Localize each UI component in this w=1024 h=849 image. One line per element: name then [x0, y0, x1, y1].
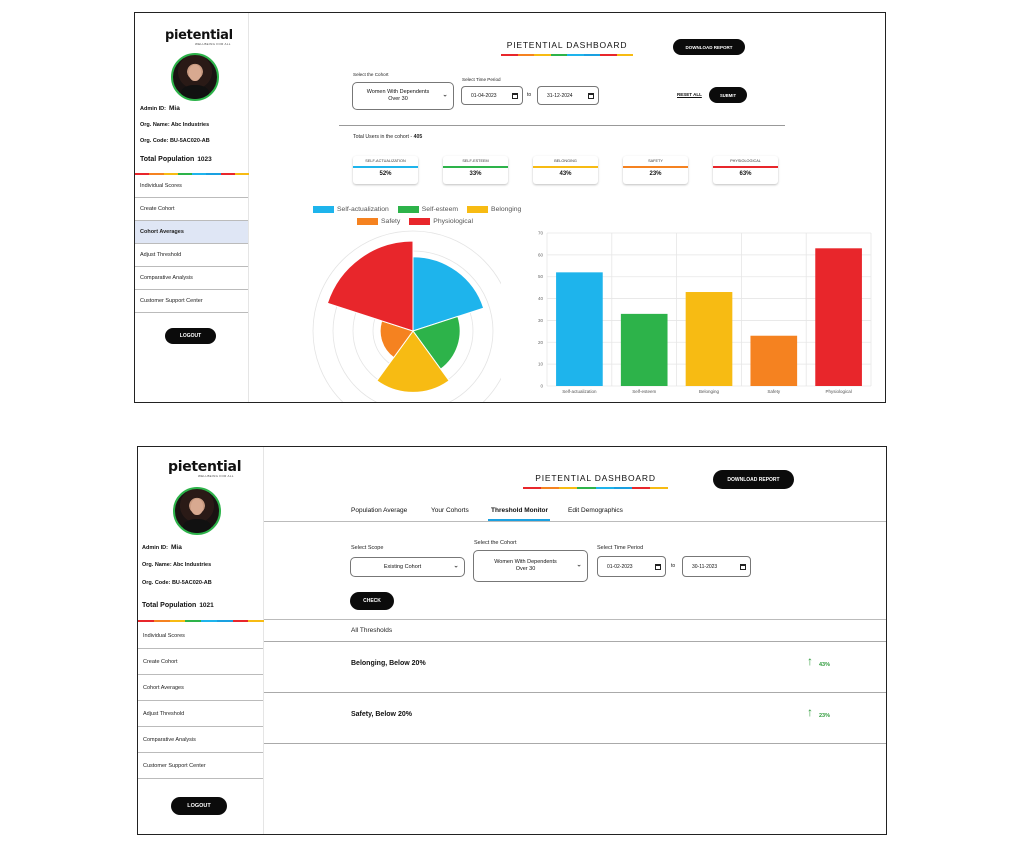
- date-to-input[interactable]: 30-11-2023: [682, 556, 751, 577]
- to-label: to: [527, 92, 532, 98]
- score-card: [713, 156, 778, 184]
- legend-label: Belonging: [491, 206, 522, 213]
- threshold-monitor-dashboard: [137, 446, 887, 835]
- sidebar-item-create-cohort[interactable]: Create Cohort: [135, 198, 248, 221]
- total-population: Total Population 1023: [140, 156, 212, 163]
- y-tick-label: 10: [537, 361, 543, 367]
- y-tick-label: 50: [537, 274, 543, 280]
- x-tick-label: Physiological: [825, 389, 852, 394]
- threshold-value: 43%: [819, 662, 831, 668]
- sidebar: [135, 13, 249, 402]
- calendar-icon: [655, 564, 661, 570]
- legend-item[interactable]: [467, 206, 521, 213]
- polar-segment-physiological[interactable]: [327, 241, 413, 331]
- y-tick-label: 30: [537, 317, 543, 323]
- score-card-label: BELONGING: [554, 159, 577, 163]
- org-name: Org. Name: Abc Industries: [142, 562, 212, 568]
- chevron-down-icon: ⌄: [576, 561, 582, 569]
- admin-id: Admin ID: Mia: [140, 105, 180, 112]
- download-report-button[interactable]: DOWNLOAD REPORT: [713, 470, 794, 489]
- sidebar-item-cohort-averages[interactable]: Cohort Averages: [138, 675, 263, 701]
- arrow-up-icon: ↑: [807, 654, 813, 668]
- download-report-button[interactable]: DOWNLOAD REPORT: [673, 39, 745, 55]
- reset-all-link[interactable]: RESET ALL: [677, 92, 702, 97]
- polar-area-chart: [305, 223, 501, 403]
- score-card-bar: [353, 166, 418, 168]
- page-title: PIETENTIAL DASHBOARD: [535, 473, 656, 483]
- sidebar-menu: [138, 623, 263, 779]
- tab-population-average[interactable]: Population Average: [351, 507, 408, 514]
- calendar-icon: [588, 93, 594, 99]
- check-button[interactable]: CHECK: [350, 592, 394, 610]
- sidebar-item-individual-scores[interactable]: Individual Scores: [138, 623, 263, 649]
- to-label: to: [671, 563, 676, 569]
- sidebar: [138, 447, 264, 834]
- score-card-value: 33%: [469, 171, 482, 177]
- date-from-input[interactable]: 01-04-2023: [461, 86, 523, 105]
- title-underline: [501, 54, 633, 56]
- bar-physiological[interactable]: [815, 248, 862, 386]
- x-tick-label: Safety: [767, 389, 781, 394]
- admin-id: Admin ID: Mia: [142, 544, 182, 551]
- org-code: Org. Code: BU-5AC020-AB: [140, 138, 210, 144]
- score-card-value: 63%: [739, 171, 752, 177]
- y-tick-label: 20: [537, 339, 543, 345]
- score-card: [353, 156, 418, 184]
- x-tick-label: Belonging: [698, 389, 720, 394]
- divider: [264, 743, 887, 744]
- sidebar-item-comparative-analysis[interactable]: Comparative Analysis: [138, 727, 263, 753]
- tab-edit-demographics[interactable]: Edit Demographics: [568, 507, 623, 514]
- bar-safety[interactable]: [750, 336, 797, 386]
- score-card-label: SAFETY: [648, 159, 663, 163]
- title-underline: [523, 487, 668, 489]
- threshold-row[interactable]: [264, 692, 887, 743]
- chevron-down-icon: ⌄: [442, 91, 448, 99]
- bar-self-esteem[interactable]: [621, 314, 668, 386]
- y-tick-label: 70: [537, 230, 543, 236]
- score-card-bar: [713, 166, 778, 168]
- sidebar-menu: [135, 175, 248, 313]
- rainbow-divider: [138, 620, 264, 622]
- threshold-value: 23%: [819, 713, 831, 719]
- legend-item[interactable]: [313, 206, 389, 213]
- score-card-label: SELF-ACTUALIZATION: [365, 159, 406, 163]
- sidebar-item-cohort-averages[interactable]: Cohort Averages: [135, 221, 248, 244]
- page-title: PIETENTIAL DASHBOARD: [506, 40, 628, 50]
- legend-swatch: [398, 206, 419, 213]
- legend-label: Self-actualization: [337, 206, 389, 213]
- time-period-label: Select Time Period: [462, 77, 501, 82]
- arrow-up-icon: ↑: [807, 705, 813, 719]
- tab-threshold-monitor[interactable]: Threshold Monitor: [491, 507, 549, 514]
- bar-self-actualization[interactable]: [556, 272, 603, 386]
- logout-button[interactable]: LOGOUT: [171, 797, 227, 815]
- cohort-label: Select the Cohort: [353, 72, 389, 77]
- sidebar-item-comparative-analysis[interactable]: Comparative Analysis: [135, 267, 248, 290]
- legend-label: Self-esteem: [421, 206, 459, 213]
- score-card-bar: [533, 166, 598, 168]
- cohort-select[interactable]: Women With Dependents Over 30 ⌄: [473, 550, 588, 582]
- score-card-bar: [623, 166, 688, 168]
- logout-button[interactable]: LOGOUT: [165, 328, 216, 344]
- calendar-icon: [740, 564, 746, 570]
- legend-swatch: [313, 206, 334, 213]
- date-to-input[interactable]: 31-12-2024: [537, 86, 599, 105]
- scope-label: Select Scope: [351, 545, 384, 551]
- divider: [339, 125, 785, 126]
- sidebar-item-adjust-threshold[interactable]: Adjust Threshold: [135, 244, 248, 267]
- legend-label: Safety: [381, 218, 401, 225]
- x-tick-label: Self-actualization: [562, 389, 597, 394]
- avatar: [173, 487, 221, 535]
- score-card-bar: [443, 166, 508, 168]
- tab-divider: [264, 521, 887, 522]
- date-from-input[interactable]: 01-02-2023: [597, 556, 666, 577]
- cohort-select[interactable]: Women With Dependents Over 30 ⌄: [352, 82, 454, 110]
- logo: pietential: [168, 459, 242, 475]
- divider: [264, 619, 887, 620]
- chevron-down-icon: ⌄: [453, 562, 459, 570]
- y-tick-label: 40: [537, 296, 543, 302]
- org-code: Org. Code: BU-5AC020-AB: [142, 580, 212, 586]
- y-tick-label: 0: [540, 383, 543, 389]
- submit-button[interactable]: SUBMIT: [709, 87, 747, 103]
- cohort-averages-dashboard: [134, 12, 886, 403]
- total-population: Total Population 1021: [142, 602, 214, 609]
- sidebar-item-individual-scores[interactable]: Individual Scores: [135, 175, 248, 198]
- score-card-label: PHYSIOLOGICAL: [730, 159, 761, 163]
- calendar-icon: [512, 93, 518, 99]
- total-users: Total Users in the cohort - 405: [353, 134, 423, 140]
- avatar: [171, 53, 219, 101]
- chart-legend: [313, 206, 526, 213]
- tab-your-cohorts[interactable]: Your Cohorts: [431, 507, 469, 514]
- threshold-row[interactable]: [264, 641, 887, 692]
- bar-chart: [531, 216, 875, 396]
- legend-swatch: [467, 206, 488, 213]
- legend-item[interactable]: [398, 206, 458, 213]
- score-card-label: SELF-ESTEEM: [462, 159, 489, 163]
- logo-tagline: WELLBEING FOR ALL: [198, 474, 234, 478]
- score-card: [533, 156, 598, 184]
- logo: pietential: [165, 28, 233, 43]
- bar-belonging[interactable]: [686, 292, 733, 386]
- y-tick-label: 60: [537, 252, 543, 258]
- score-card-value: 23%: [649, 171, 662, 177]
- score-card-value: 52%: [379, 171, 392, 177]
- sidebar-item-customer-support-center[interactable]: Customer Support Center: [138, 753, 263, 779]
- sidebar-item-customer-support-center[interactable]: Customer Support Center: [135, 290, 248, 313]
- org-name: Org. Name: Abc Industries: [140, 122, 210, 128]
- score-card-value: 43%: [559, 171, 572, 177]
- cohort-label: Select the Cohort: [474, 540, 517, 546]
- legend-label: Physiological: [433, 218, 473, 225]
- logo-tagline: WELLBEING FOR ALL: [195, 42, 231, 46]
- all-thresholds-heading: All Thresholds: [351, 627, 393, 634]
- scope-select[interactable]: Existing Cohort ⌄: [350, 557, 465, 577]
- sidebar-item-adjust-threshold[interactable]: Adjust Threshold: [138, 701, 263, 727]
- threshold-name: Safety, Below 20%: [351, 711, 412, 718]
- threshold-name: Belonging, Below 20%: [351, 660, 426, 667]
- time-period-label: Select Time Period: [597, 545, 644, 551]
- score-card: [443, 156, 508, 184]
- score-card: [623, 156, 688, 184]
- x-tick-label: Self-esteem: [632, 389, 657, 394]
- sidebar-item-create-cohort[interactable]: Create Cohort: [138, 649, 263, 675]
